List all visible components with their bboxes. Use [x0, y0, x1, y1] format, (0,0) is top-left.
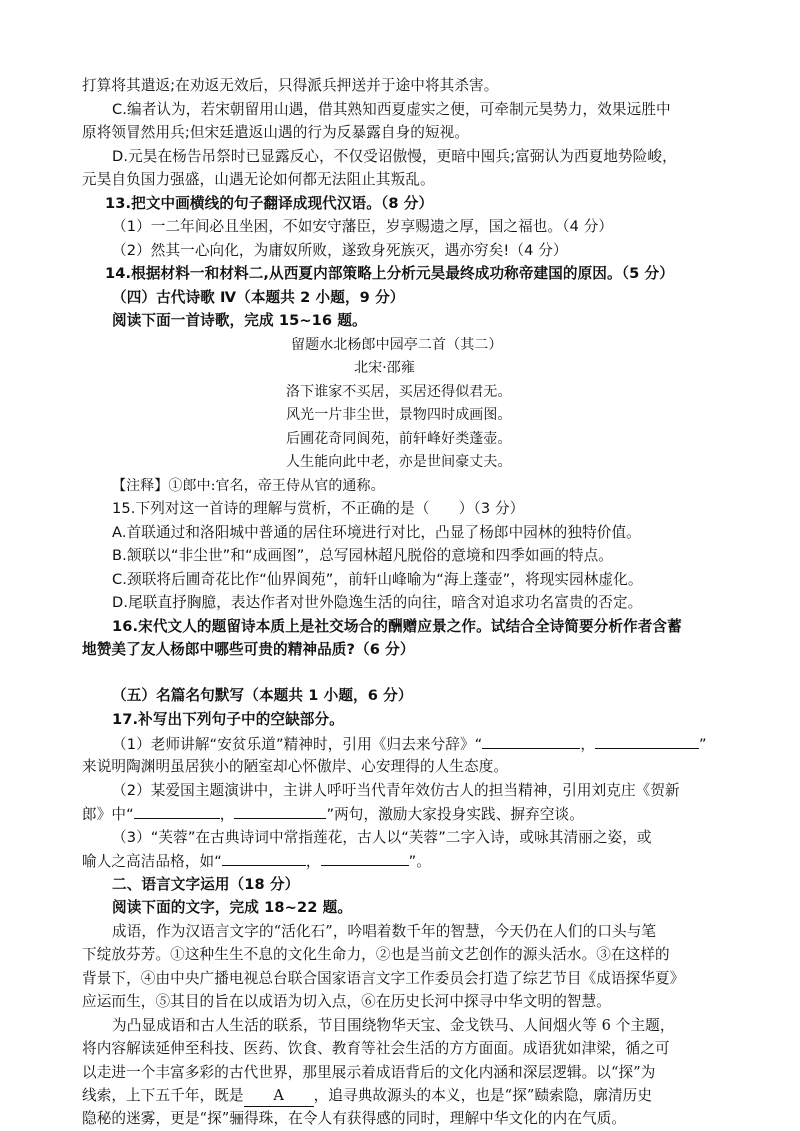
question-15-option-d: D.尾联直抒胸臆，表达作者对世外隐逸生活的向往，暗含对追求功名富贵的否定。	[112, 594, 643, 611]
passage-p1-line-2: 下绽放芬芳。①这种生生不息的文化生命力，②也是当前文艺创作的源头活水。③在这样的	[82, 946, 670, 963]
question-16-line-2: 地赞美了友人杨郎中哪些可贵的精神品质?（6 分）	[82, 641, 415, 658]
question-15-option-c: C.颈联将后圃奇花比作“仙界阆苑”，前轩山峰喻为“海上蓬壶”，将现实园林虚化。	[112, 571, 643, 588]
passage-p2-line-2: 将内容解读延伸至科技、医药、饮食、教育等社会生活的方方面面。成语犹如津梁，循之可	[82, 1040, 670, 1057]
section-5-header: （五）名篇名句默写（本题共 1 小题，6 分）	[112, 687, 413, 704]
passage-p2-line-4-start: 线索，上下五千年，既是	[82, 1087, 244, 1104]
passage-p2-line-4-end: ，追寻典故源头的本义，也是“探”赜索隐，廓清历史	[313, 1087, 653, 1104]
question-15-stem: 15.下列对这一首诗的理解与赏析，不正确的是（ ）（3 分）	[112, 500, 525, 517]
question-17-part-2-line-2	[82, 804, 584, 825]
section-4-intro: 阅读下面一首诗歌，完成 15~16 题。	[112, 312, 367, 329]
question-13-sentence-1: （1）一二年间必且坐困，不如安守藩臣，岁享赐遗之厚，国之福也。（4 分）	[112, 218, 614, 235]
question-17-part-1-line-1	[112, 734, 707, 755]
question-15-option-b: B.颔联以“非尘世”和“成画图”，总写园林超凡脱俗的意境和四季如画的特点。	[112, 547, 614, 564]
poem-author: 北宋·邵雍	[354, 360, 415, 376]
section-4-header: （四）古代诗歌 Ⅳ（本题共 2 小题，9 分）	[112, 289, 405, 306]
q17-2-comma: ，	[219, 806, 235, 823]
q17-3-prefix: 喻人之高洁品格，如“	[82, 853, 222, 870]
q17-3-close: ”。	[408, 853, 431, 870]
question-17-part-3-line-2	[82, 851, 431, 872]
answer-blank-1[interactable]	[482, 734, 580, 749]
option-d-line-1: D.元昊在杨告吊祭时已显露反心，不仅受诏傲慢，更暗中囤兵;富弼认为西夏地势险峻，	[112, 148, 677, 165]
question-15-option-a: A.首联通过和洛阳城中普通的居住环境进行对比，凸显了杨郎中园林的独特价值。	[112, 524, 641, 541]
poem-title: 留题水北杨郎中园亭二首（其二）	[291, 337, 503, 353]
question-13-sentence-2: （2）然其一心向化，为庸奴所败，遂致身死族灭，遇亦穷矣!（4 分）	[112, 242, 568, 259]
poem-line-1: 洛下谁家不买居，买居还得似君无。	[286, 384, 512, 400]
question-17-title: 17.补写出下列句子中的空缺部分。	[112, 711, 344, 728]
option-d-line-2: 元昊自负国力强盛，山遇无论如何都无法阻止其叛乱。	[82, 171, 435, 188]
blank-a[interactable]: A	[244, 1086, 314, 1107]
q17-2-suffix: ”两句，激励大家投身实践、摒弃空谈。	[326, 806, 584, 823]
passage-p2-line-5: 隐秘的迷雾，更是“探”骊得珠，在令人有获得感的同时，理解中华文化的内在气质。	[82, 1110, 627, 1127]
question-17-part-3-line-1: （3）“芙蓉”在古典诗词中常指莲花，古人以“芙蓉”二字入诗，或咏其清丽之姿，或	[112, 829, 652, 846]
passage-p2-line-4	[82, 1086, 652, 1107]
answer-blank-2[interactable]	[595, 734, 699, 749]
part-2-intro: 阅读下面的文字，完成 18~22 题。	[112, 899, 353, 916]
question-14-title: 14.根据材料一和材料二,从西夏内部策略上分析元昊最终成功称帝建国的原因。（5 分）	[105, 265, 674, 282]
poem-note: 【注释】①郎中:官名，帝王侍从官的通称。	[112, 478, 385, 494]
q17-1-comma: ，	[580, 736, 596, 753]
q17-1-close: ”	[699, 736, 707, 753]
poem-line-3: 后圃花奇同阆苑，前轩峰好类蓬壶。	[286, 431, 512, 447]
answer-blank-3[interactable]	[134, 804, 220, 819]
passage-p1-line-3: 背景下，④由中央广播电视总台联合国家语言文字工作委员会打造了综艺节目《成语探华夏》	[82, 970, 685, 987]
poem-line-2: 风光一片非尘世，景物四时成画图。	[286, 407, 512, 423]
option-c-line-2: 原将领冒然用兵;但宋廷遣返山遇的行为反暴露自身的短视。	[82, 124, 470, 141]
q17-2-prefix: 郎》中“	[82, 806, 134, 823]
poem-line-4: 人生能向此中老，亦是世间豪丈夫。	[286, 454, 512, 470]
q17-1-prefix: （1）老师讲解“安贫乐道”精神时，引用《归去来兮辞》“	[112, 736, 483, 753]
question-17-part-2-line-1: （2）某爱国主题演讲中，主讲人呼吁当代青年效仿古人的担当精神，引用刘克庄《贺新	[112, 782, 680, 799]
answer-blank-4[interactable]	[234, 804, 326, 819]
passage-p2-line-1: 为凸显成语和古人生活的联系，节目围绕物华天宝、金戈铁马、人间烟火等 6 个主题，	[112, 1017, 675, 1034]
part-2-header: 二、语言文字运用（18 分）	[112, 876, 300, 893]
answer-blank-5[interactable]	[222, 851, 306, 866]
question-13-title: 13.把文中画横线的句子翻译成现代汉语。（8 分）	[105, 195, 434, 212]
answer-blank-6[interactable]	[321, 851, 409, 866]
question-17-part-1-line-2: 来说明陶渊明虽居狭小的陋室却心怀傲岸、心安理得的人生态度。	[82, 758, 509, 775]
passage-p1-line-1: 成语，作为汉语言文字的“活化石”，吟唱着数千年的智慧，今天仍在人们的口头与笔	[112, 923, 657, 940]
option-b-tail: 打算将其遣返;在劝返无效后，只得派兵押送并于途中将其杀害。	[82, 77, 499, 94]
question-16-line-1: 16.宋代文人的题留诗本质上是社交场合的酬赠应景之作。试结合全诗简要分析作者含蓄	[112, 618, 682, 635]
passage-p1-line-4: 应运而生，⑤其目的旨在以成语为切入点，⑥在历史长河中探寻中华文明的智慧。	[82, 993, 611, 1010]
option-c-line-1: C.编者认为，若宋朝留用山遇，借其熟知西夏虚实之便，可牵制元昊势力，效果远胜中	[112, 101, 671, 118]
passage-p2-line-3: 以走进一个丰富多彩的古代世界，那里展示着成语背后的文化内涵和深层逻辑。以“探”为	[82, 1064, 656, 1081]
q17-3-comma: ，	[305, 853, 321, 870]
